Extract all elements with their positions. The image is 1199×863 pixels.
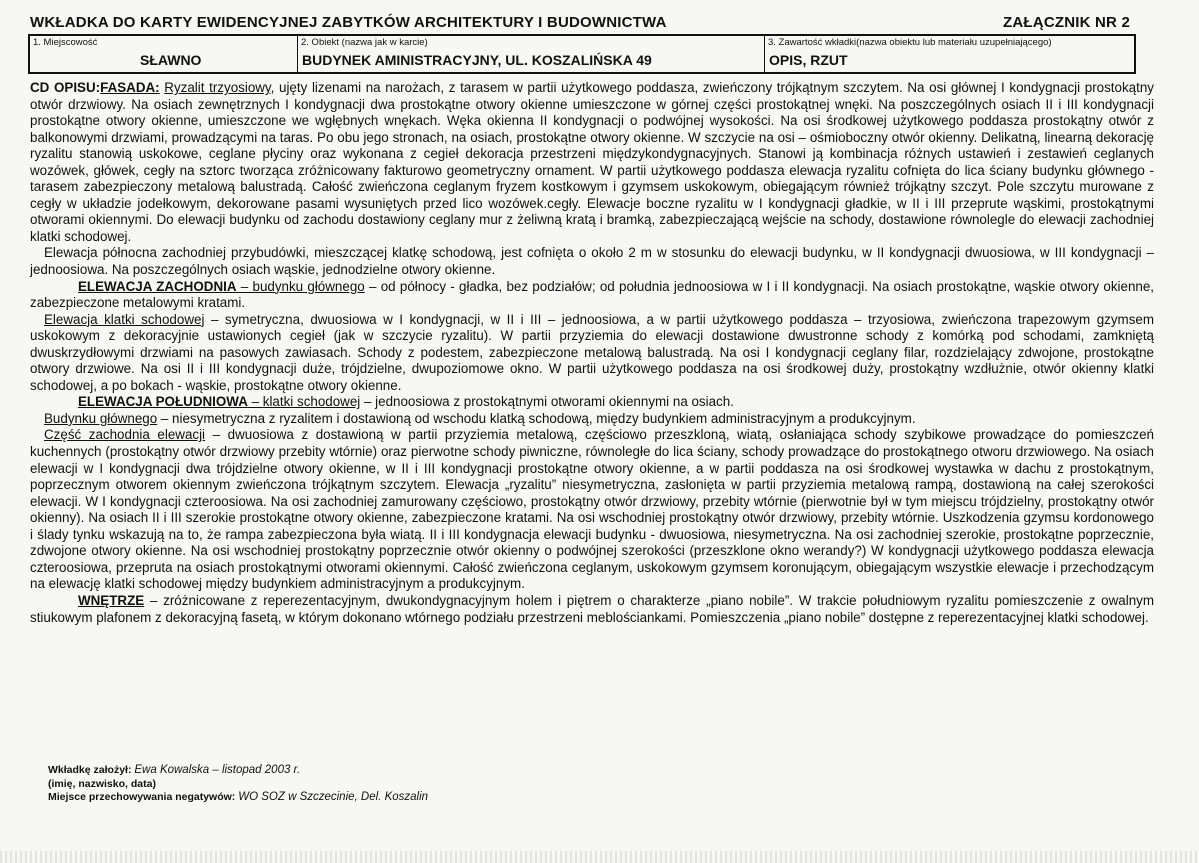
scan-edge-noise (0, 851, 1199, 863)
main-building-text: – niesymetryczna z ryzalitem i dostawioną od wschodu klatką schodową, między budynkiem administracyjnym a produkcyjnym. (157, 410, 916, 426)
author-line (48, 764, 428, 778)
author-hint-text: (imię, nazwisko, data) (48, 777, 156, 790)
header-form-table (28, 34, 1136, 74)
field-locality-label: 1. Miejscowość (33, 37, 98, 48)
interior-text: – zróżnicowane z reperezentacyjnym, dwukondygnacyjnym holem i piętrem o charakterze „piano nobile”. W trakcie południowym ryzalitu pomieszczenie z owalnym stiukowym plafonem z dekoracyjną fasetą, w którym dokonano wtórnego podziału przestrzeni meblościankami. Pomieszczenia „piano nobile” dostępne z reperezentacyjnej klatki schodowej. (30, 592, 1154, 625)
field-locality-value: SŁAWNO (140, 52, 202, 68)
author-label: Wkładkę założył: (48, 764, 132, 776)
interior-heading: WNĘTRZE (78, 592, 145, 608)
negatives-line (48, 791, 428, 805)
field-object-label: 2. Obiekt (nazwa jak w karcie) (301, 37, 428, 48)
field-object-value: BUDYNEK AMINISTRACYJNY, UL. KOSZALIŃSKA 49 (302, 52, 652, 68)
west-part-heading: Część zachodnia elewacji (44, 427, 206, 443)
author-hint (48, 778, 428, 792)
field-content-label: 3. Zawartość wkładki(nazwa obiektu lub materiału uzupełniającego) (768, 37, 1052, 48)
paragraph-staircase-elevation (30, 312, 1154, 395)
south-elevation-heading: ELEWACJA POŁUDNIOWA (78, 394, 248, 410)
main-building-heading: Budynku głównego (44, 410, 158, 426)
south-elevation-dash: – (247, 394, 263, 410)
author-value: Ewa Kowalska – listopad 2003 r. (134, 764, 301, 776)
field-content-value: OPIS, RZUT (769, 52, 848, 68)
document-title (30, 14, 1130, 31)
description-body (30, 80, 1154, 626)
ryzalit-heading: Ryzalit trzyosiowy (164, 80, 271, 95)
paragraph-fasada (30, 80, 1154, 245)
south-elevation-text: – jednoosiowa z prostokątnymi otworami okiennymi na osiach. (360, 394, 734, 410)
paragraph-south-elevation (30, 394, 1154, 411)
title-text: WKŁADKA DO KARTY EWIDENCYJNEJ ZABYTKÓW ARCHITEKTURY I BUDOWNICTWA (30, 14, 667, 31)
paragraph-interior (30, 593, 1154, 626)
field-locality (30, 36, 298, 72)
staircase-text: – symetryczna, dwuosiowa w I kondygnacji, w II i III – jednoosiowa, a w partii użytkowego poddasza – trzyosiowa, zwieńczona trapezowym gzymsem uskokowym z dekoracyjnie ustawionych cegieł (jak w szczycie ryzalitu). W partii przyziemia do elewacji dostawione dwustronne schody z komórką pod schodami, zamkniętą dwuskrzydłowymi drzwiami na pasowych zawiasach. Schody z podestem, zabezpieczone metalową balustradą. Na osi I kondygnacji ceglany filar, rozdzielający zdwojone, prostokątne otwory drzwiowe. Na osi II i III kondygnacji duże, trójdzielne, dwupoziomowe okno. W partii użytkowego poddasza na osi środkowej duży, prostokątny wzdłużnie, otwór okienny klatki schodowej, a po bokach - wąskie, prostokątne otwory okienne. (30, 311, 1154, 393)
paragraph-main-building (30, 411, 1154, 428)
cd-opisu-label: CD OPISU: (30, 80, 101, 95)
fasada-text: , ujęty lizenami na narożach, z tarasem w partii użytkowego poddasza, zwieńczony trójkątnym szczytem. Na osi głównej I kondygnacji prostokątny otwór drzwiowy. Na osiach zewnętrznych I kondygnacji dwa prostokątne otwory okienne umieszczone w górnej części prostokątnej wnęki. Na poszczególnych osiach II i III kondygnacji prostokątne otwory okienne, umieszczone we wgłębnych wnękach. Węka okienna II kondygnacji o podwójnej wysokości. Na osi środkowej użytkowego poddasza prostokątny otwór z balkonowymi drzwiami, prowadzącymi na taras. Po obu jego stronach, na osiach, prostokątne otwory okienne. W szczycie na osi – ośmioboczny otwór okienny. Delikatną, linearną dekorację ryzalitu stanowią uskokowe, ceglane płyciny oraz wykonana z cegieł dekoracja przestrzeni międzykondygnacyjnych. Stanowi ją kombinacja różnych ustawień i zestawień ceglanych wozówek, główek, cegły na sztorc tworząca zróżnicowany fakturowo geometryczny ornament. W partii użytkowego poddasza elewacja ryzalitu cofnięta do lica ściany budynku głównego - tarasem zabezpieczony metalową balustradą. Całość zwieńczona ceglanym fryzem kostkowym i gzymsem uskokowym, obiegającym również trójkątny szczyt. Pole szczytu murowane z cegły w układzie jodełkowym, dekorowane pasami wysuniętych przed lico wozówek.cegły. Elewacje boczne ryzalitu w I kondygnacji gładkie, w II i III przeprute wąskimi, prostokątnymi otworami okiennymi. Do elewacji budynku od zachodu dostawiony ceglany mur z żeliwną kratą i bramką, zabezpieczającą wejście na schody, dostawione równolegle do elewacji zachodniej klatki schodowej. (30, 80, 1154, 244)
staircase-heading: Elewacja klatki schodowej (44, 311, 205, 327)
negatives-label: Miejsce przechowywania negatywów: (48, 791, 236, 803)
attachment-label: ZAŁĄCZNIK NR 2 (1003, 14, 1130, 31)
negatives-value: WO SOZ w Szczecinie, Del. Koszalin (238, 791, 429, 803)
south-elevation-sub: klatki schodowej (262, 394, 361, 410)
paragraph-west-elevation (30, 279, 1154, 312)
west-elevation-sub: budynku głównego (252, 278, 365, 294)
fasada-heading: FASADA: (100, 80, 160, 95)
field-object (298, 36, 765, 72)
west-part-text: – dwuosiowa z dostawioną w partii przyziemia metalową, częściowo przeszkloną, wiatą, osłaniająca schody szybikowe prowadzące do pomieszczeń kuchennych (prostokątny otwór drzwiowy przebity wtórnie) oraz pierwotne schody piwniczne, równoległe do lica ściany, schody prowadzące do prostokątnego otworu drzwiowego. Na osiach elewacji w I kondygnacji dwa trójdzielne otwory okienne, w II i III kondygnacji prostokątne otwory okienne, a w partii poddasza na osi środkowej wystawka w dachu z prostokątnym, poprzecznym otworem okiennym zwieńczona trójkątnym szczytem. Elewacja „ryzalitu” niesymetryczna, zasłonięta w partii przyziemia metalową rampą, dostawioną na całej szerokości elewacji. W I kondygnacji czteroosiowa. Na osi zachodniej zamurowany częściowo, prostokątny otwór drzwiowy, przebity wtórnie (pierwotnie był w tym miejscu trójdzielny, prostokątny otwór okienny). Na osiach II i III szerokie prostokątne otwory okienne, zabezpieczone kratami. Na osi wschodniej prostokątny otwór drzwiowy, przebity wtórnie. Uszkodzenia gzymsu kordonowego i ślady tynku wskazują na to, że rampa zabezpieczona była wiatą. II i III kondygnacja elewacji budynku - dwuosiowa, niesymetryczna. Na osi zachodniej szerokie, prostokątne poprzecznie, zdwojone otwory okienne. Na osi wschodniej prostokątny poprzecznie otwór okienny o podwójnej szerokości (przeszklone okno werandy?) W kondygnacji użytkowego poddasza elewacja czteroosiowa, przepruta na osiach prostokątnymi otworami okiennymi. Całość zwieńczona ceglanym, uskokowym gzymsem koronującym, obiegającym wszystkie elewacje i przechodzącym na elewację klatki schodowej między budynkiem administracyjnym a produkcyjnym. (30, 427, 1154, 592)
document-footer (48, 764, 428, 805)
west-elevation-heading: ELEWACJA ZACHODNIA (78, 278, 237, 294)
west-elevation-dash: – (236, 278, 253, 294)
field-content (765, 36, 1134, 72)
paragraph-north-elevation: Elewacja północna zachodniej przybudówki, mieszczącej klatkę schodową, jest cofnięta o około 2 m w stosunku do elewacji budynku, w II kondygnacji dwuosiowa, w III kondygnacji – jednoosiowa. Na poszczególnych osiach wąskie, jednodzielne otwory okienne. (30, 245, 1154, 278)
west-elevation-text: – od północy - gładka, bez podziałów; od południa jednoosiowa w I i II kondygnacji. Na osiach prostokątne, wąskie otwory okienne, zabezpieczone metalowymi kratami. (30, 278, 1155, 311)
paragraph-west-part (30, 427, 1154, 592)
